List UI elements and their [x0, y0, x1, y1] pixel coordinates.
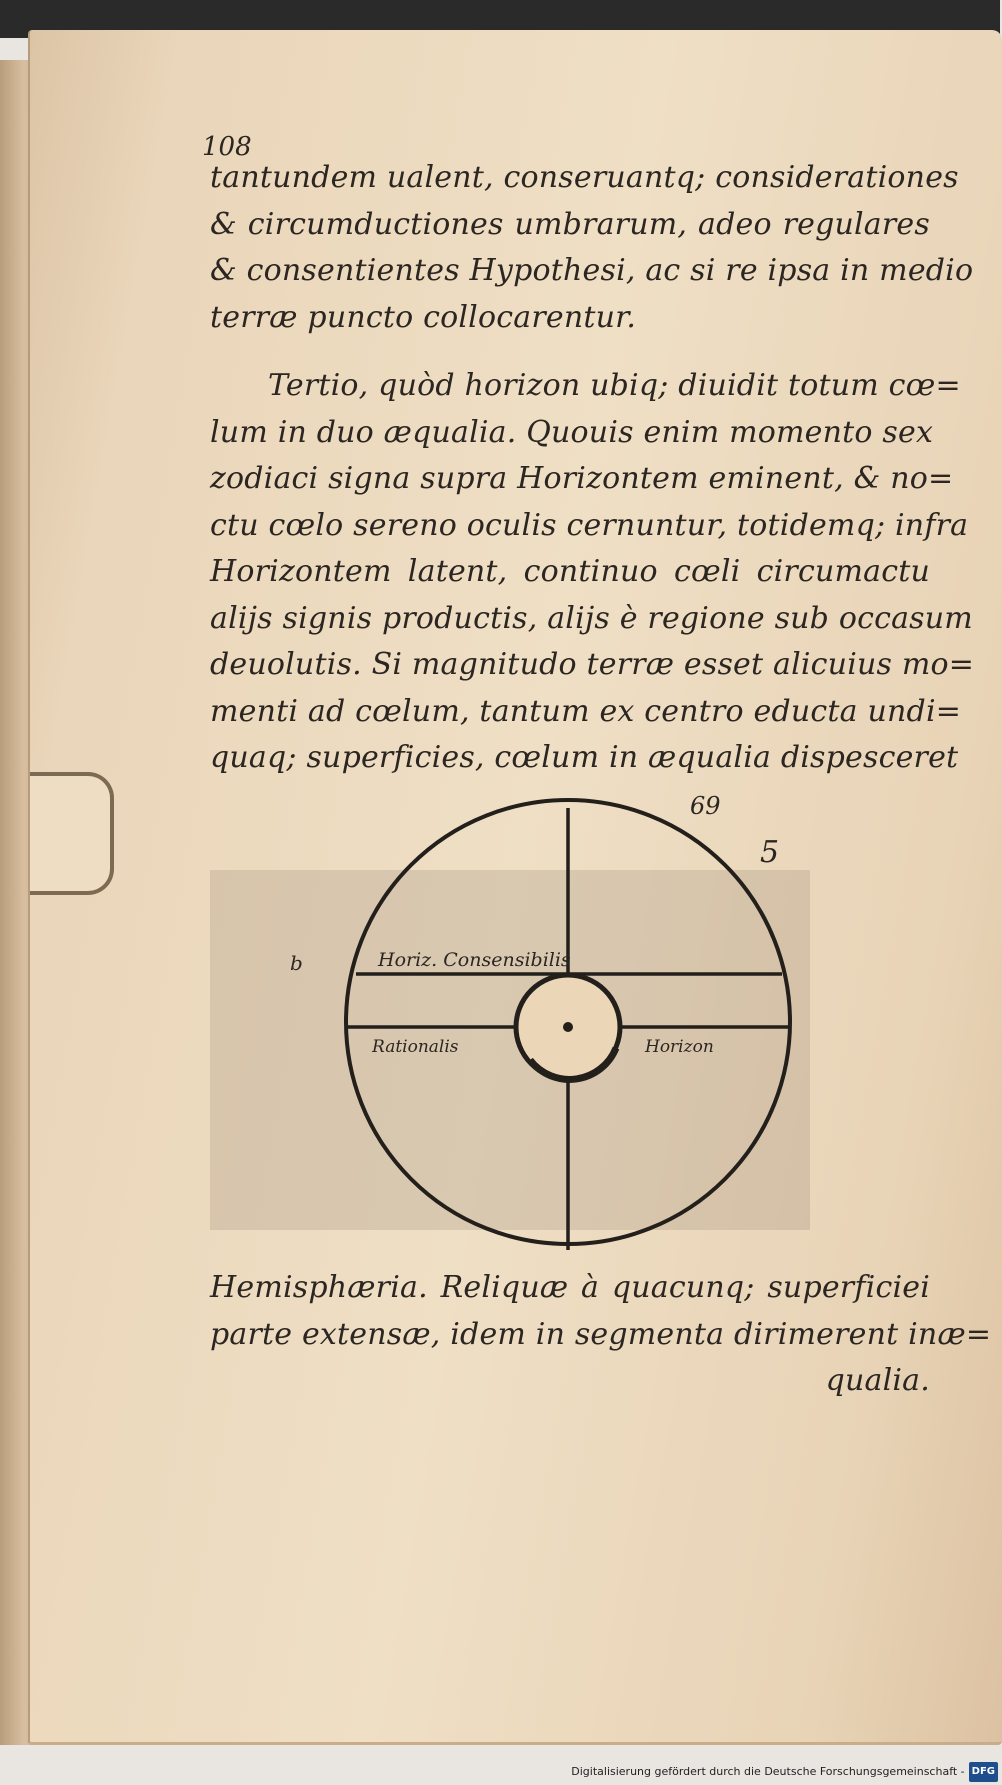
paragraph-3	[210, 1270, 992, 1410]
paragraph-1	[210, 160, 974, 346]
label-sensible-horizon: Horiz. Consensibilis	[378, 949, 571, 971]
text-line: Horizontem latent, continuo cœli circumactu	[210, 554, 930, 589]
text-line: parte extensæ, idem in segmenta dirimerent inæ=	[210, 1316, 992, 1352]
dfg-logo: DFG	[969, 1762, 998, 1782]
paragraph-2	[210, 368, 975, 787]
label-horizon: Horizon	[645, 1037, 714, 1057]
text-line: zodiaci signa supra Horizontem eminent, & no=	[210, 461, 954, 496]
text-line: qualia.	[825, 1363, 930, 1398]
text-line: tantundem ualent, conseruantq; considerationes	[210, 160, 959, 195]
earth-centre	[563, 1022, 573, 1032]
text-line: & circumductiones umbrarum, adeo regulares	[210, 206, 930, 242]
text-line: Tertio, quòd horizon ubiq; diuidit totum cœ=	[268, 368, 961, 403]
text-line: quaq; superficies, cœlum in æqualia dispesceret	[210, 740, 959, 775]
page-clip	[30, 772, 114, 895]
label-numeral-5: 5	[760, 835, 780, 870]
label-rationalis: Rationalis	[372, 1037, 459, 1057]
text-line: Hemisphæria. Reliquæ à quacunq; superficiei	[210, 1270, 930, 1305]
text-line: lum in duo æqualia. Quouis enim momento sex	[210, 414, 934, 450]
credit-text: Digitalisierung gefördert durch die Deutsche Forschungsgemeinschaft -	[571, 1765, 965, 1778]
text-line: terræ puncto collocarentur.	[210, 299, 637, 335]
label-numeral-69: 69	[690, 792, 721, 820]
text-line: & consentientes Hypothesi, ac si re ipsa in medio	[210, 253, 974, 288]
page-number: 108	[202, 132, 252, 162]
text-line: ctu cœlo sereno oculis cernuntur, totidemq; infra	[210, 507, 969, 543]
text-line: alijs signis productis, alijs è regione sub occasum	[210, 600, 973, 636]
label-letter-b: b	[290, 951, 303, 975]
text-line: menti ad cœlum, tantum ex centro educta undi=	[210, 693, 962, 729]
show-through	[210, 870, 810, 1230]
text-line: deuolutis. Si magnitudo terræ esset alicuius mo=	[210, 647, 975, 682]
horizon-diagram	[290, 790, 810, 1265]
digitization-credit	[571, 1762, 998, 1782]
